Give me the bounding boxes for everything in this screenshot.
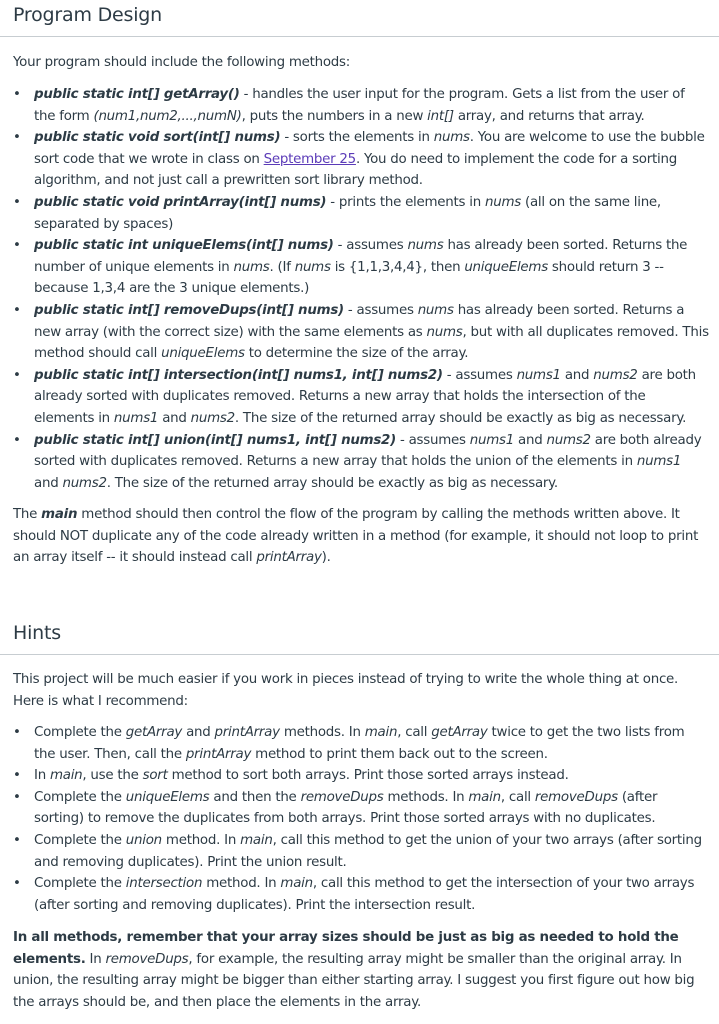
text-run: method should then control the flow of the program by calling the methods written above. It should NOT duplicate any of the code already written in a method (for example, it should not loop to print an array itself -- it should instead call: [13, 507, 699, 566]
text-run: has already been sorted. Returns the number of unique elements in: [34, 238, 688, 275]
text-run: - assumes: [333, 238, 408, 254]
method-signature: public static int[] getArray(): [34, 87, 240, 102]
text-run: are both already sorted with duplicates removed. Returns a new array that holds the intersection of the elements in: [34, 367, 696, 426]
italic-term: main: [240, 832, 273, 848]
method-item: • public static void printArray(int[] nums) - prints the elements in nums (all on the same line, separated by spaces): [13, 194, 661, 232]
italic-term: nums2: [62, 475, 107, 491]
method-item: • public static int[] removeDups(int[] nums) - assumes nums has already been sorted. Returns a new array (with the correct size) with the same elements as nums, but with all duplicates removed. This method should call uniqueElems to determine the size of the array.: [13, 302, 709, 362]
italic-term: nums: [433, 130, 470, 146]
italic-term: nums2: [593, 367, 638, 383]
italic-term: removeDups: [534, 789, 618, 805]
text-run: method. In: [161, 832, 241, 848]
italic-term: uniqueElems: [125, 789, 210, 805]
program-design-heading: Program Design: [13, 4, 163, 26]
method-signature: public static void sort(int[] nums): [34, 130, 281, 146]
text-run: method. In: [202, 876, 281, 892]
text-run: Complete the: [34, 832, 126, 848]
text-run: method to sort both arrays. Print those sorted arrays instead.: [167, 768, 569, 784]
text-run: In: [34, 768, 50, 784]
class-date-link[interactable]: September 25: [263, 151, 356, 167]
method-signature: public static int[] removeDups(int[] nums): [34, 302, 344, 318]
bold-italic-text: main: [41, 507, 78, 522]
italic-term: getArray: [431, 725, 488, 740]
method-item: • public static int[] getArray() - handles the user input for the program. Gets a list from the user of the form (num1,num2,...,numN), puts the numbers in a new int[] array, and returns that array.: [13, 87, 685, 124]
text-run: , for example, the resulting array might be smaller than the original array. In union, the resulting array might be bigger than either starting array. I suggest you first figure out how big the arrays should be, and then place the elements in the array.: [13, 951, 695, 1010]
hint-item: • Complete the getArray and printArray methods. In main, call getArray twice to get the two lists from the user. Then, call the printArray method to print them back out to the screen.: [13, 725, 685, 762]
text-run: , call: [500, 789, 535, 805]
text-run: , call this method to get the intersection of your two arrays (after sorting and removing duplicates). Print the intersection result.: [34, 876, 695, 913]
italic-term: getArray: [125, 725, 183, 740]
italic-term: uniqueElems: [464, 259, 548, 275]
text-run: , but with all duplicates removed. This method should call: [34, 324, 709, 362]
array-size-note: [13, 927, 709, 1013]
text-run: methods. In: [383, 789, 469, 805]
method-signature: public static int uniqueElems(int[] nums): [34, 238, 334, 254]
text-run: , call: [397, 725, 432, 740]
text-run: , call this method to get the union of your two arrays (after sorting and removing duplicates). Print the union result.: [34, 832, 702, 870]
text-run: . The size of the returned array should be exactly as big as necessary.: [106, 475, 558, 491]
hint-item: • Complete the intersection method. In main, call this method to get the intersection of your two arrays (after sorting and removing duplicates). Print the intersection result.: [13, 876, 695, 913]
text-run: (after sorting) to remove the duplicates from both arrays. Print those sorted arrays with no duplicates.: [34, 789, 658, 827]
bold-text: In all methods, remember that your array sizes should be just as big as needed to hold the elements.: [13, 930, 679, 967]
italic-term: nums1: [636, 454, 682, 470]
text-run: Complete the: [34, 725, 126, 740]
text-run: ).: [321, 550, 331, 566]
italic-term: nums: [484, 194, 521, 210]
italic-term: int[]: [427, 108, 454, 124]
text-run: (all on the same line, separated by spaces): [34, 194, 661, 232]
text-run: methods. In: [279, 725, 365, 740]
hints-heading: Hints: [13, 622, 61, 644]
italic-term: nums: [426, 324, 463, 340]
text-run: . You do need to implement the code for a sorting algorithm, and not just call a prewritten sort library method.: [34, 151, 677, 189]
text-run: Complete the: [34, 789, 126, 805]
methods-intro: Your program should include the following methods:: [13, 55, 351, 70]
italic-term: printArray: [214, 725, 280, 740]
text-run: twice to get the two lists from the user. Then, call the: [34, 725, 685, 762]
text-run: . (If: [269, 259, 295, 275]
text-run: and: [182, 725, 215, 740]
italic-term: nums: [294, 259, 331, 275]
italic-term: printArray: [256, 550, 322, 566]
hint-item: • Complete the union method. In main, call this method to get the union of your two arrays (after sorting and removing duplicates). Print the union result.: [13, 832, 702, 870]
text-run: are both already sorted with duplicates removed. Returns a new array that holds the union of the elements in: [34, 432, 702, 470]
italic-term: main: [468, 789, 501, 805]
italic-term: nums2: [190, 410, 235, 426]
text-run: and then the: [209, 789, 301, 805]
italic-term: printArray: [185, 746, 252, 762]
text-run: The: [13, 507, 42, 522]
text-run: is {1,1,3,4,4}, then: [330, 259, 465, 275]
heading-divider: [0, 654, 719, 655]
method-signature: public static void printArray(int[] nums): [34, 194, 327, 210]
italic-term: nums1: [516, 367, 561, 383]
text-run: . You are welcome to use the bubble sort code that we wrote in class on: [34, 130, 705, 167]
italic-term: nums1: [113, 410, 159, 426]
text-run: should return 3 -- because 1,3,4 are the 3 unique elements.): [34, 259, 664, 297]
method-signature: public static int[] union(int[] nums1, int[] nums2): [34, 432, 396, 448]
text-run: array, and returns that array.: [453, 108, 645, 124]
text-run: - assumes: [396, 432, 470, 448]
italic-term: removeDups: [300, 789, 384, 805]
italic-term: nums1: [469, 432, 515, 448]
main-method-paragraph: [13, 504, 709, 569]
italic-term: nums: [417, 302, 454, 318]
italic-term: intersection: [125, 876, 203, 892]
italic-term: nums: [233, 259, 270, 275]
italic-term: main: [280, 876, 313, 892]
italic-term: main: [364, 725, 398, 740]
italic-term: nums2: [546, 432, 591, 448]
text-run: has already been sorted. Returns a new array (with the correct size) with the same elements as: [34, 302, 685, 340]
text-run: In: [85, 951, 106, 967]
hint-item: • Complete the uniqueElems and then the removeDups methods. In main, call removeDups (after sorting) to remove the duplicates from both arrays. Print those sorted arrays with no duplicates.: [13, 789, 658, 827]
heading-divider: [0, 36, 719, 37]
method-item: • public static int[] union(int[] nums1, int[] nums2) - assumes nums1 and nums2 are both already sorted with duplicates removed. Returns a new array that holds the union of the elements in nums1 and nums2. The size of the returned array should be exactly as big as necessary.: [13, 432, 702, 491]
text-run: , use the: [82, 768, 143, 784]
method-item: • public static void sort(int[] nums) - sorts the elements in nums. You are welcome to use the bubble sort code that we wrote in class on September 25. You do need to implement the code for a sorting algorithm, and not just call a prewritten sort library method.: [13, 130, 705, 189]
italic-term: (num1,num2,...,numN): [93, 108, 242, 124]
italic-term: removeDups: [105, 951, 189, 967]
text-run: . The size of the returned array should be exactly as big as necessary.: [234, 410, 687, 426]
text-run: Complete the: [34, 876, 126, 892]
method-item: • public static int[] intersection(int[] nums1, int[] nums2) - assumes nums1 and nums2 are both already sorted with duplicates removed. Returns a new array that holds the intersection of the elements in nums1 and nums2. The size of the returned array should be exactly as big as necessary.: [13, 367, 696, 426]
hint-item: • In main, use the sort method to sort both arrays. Print those sorted arrays instead.: [13, 768, 569, 784]
text-run: and: [34, 475, 63, 491]
italic-term: main: [49, 768, 83, 784]
italic-term: nums: [407, 238, 444, 254]
text-run: - prints the elements in: [326, 194, 485, 210]
italic-term: sort: [142, 768, 168, 784]
text-run: and: [158, 410, 191, 426]
method-item: • public static int uniqueElems(int[] nums) - assumes nums has already been sorted. Returns the number of unique elements in nums. (If nums is {1,1,3,4,4}, then uniqueElems should return 3 -- because 1,3,4 are the 3 unique elements.): [13, 238, 688, 297]
method-signature: public static int[] intersection(int[] nums1, int[] nums2): [34, 367, 443, 383]
text-run: and: [560, 367, 594, 383]
text-run: method to print them back out to the screen.: [251, 746, 548, 762]
text-run: - assumes: [343, 302, 418, 318]
text-run: and: [514, 432, 547, 448]
text-run: - sorts the elements in: [280, 130, 434, 146]
italic-term: uniqueElems: [161, 346, 245, 362]
text-run: - handles the user input for the program. Gets a list from the user of the form: [34, 87, 685, 124]
hints-list: [13, 722, 709, 916]
text-run: , puts the numbers in a new: [241, 108, 428, 124]
text-run: - assumes: [442, 367, 517, 383]
italic-term: union: [125, 832, 162, 848]
methods-list: [13, 84, 709, 494]
hints-intro: This project will be much easier if you work in pieces instead of trying to write the whole thing at once. Here is what I recommend:: [13, 672, 679, 709]
text-run: to determine the size of the array.: [244, 346, 469, 362]
